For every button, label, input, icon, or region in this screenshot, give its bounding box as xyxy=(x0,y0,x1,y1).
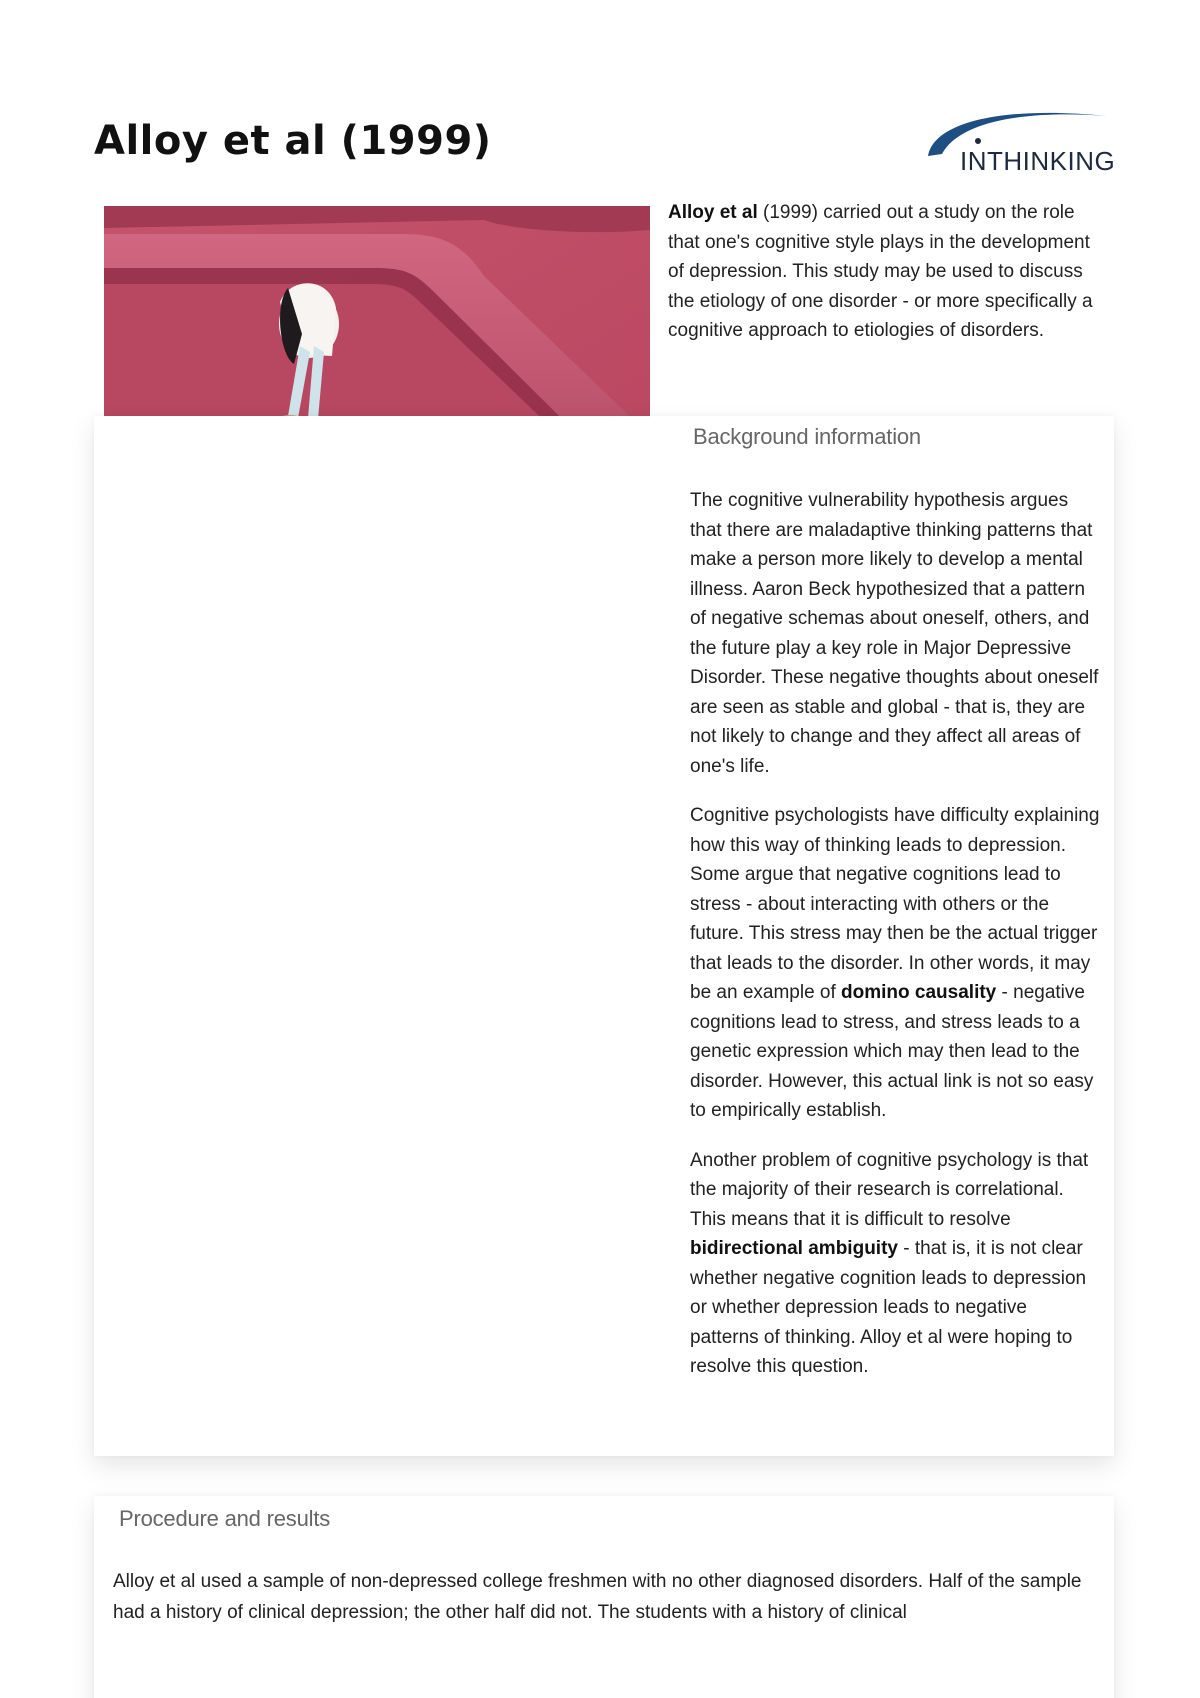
background-paragraph-3 xyxy=(690,1146,1100,1382)
procedure-heading: Procedure and results xyxy=(119,1506,331,1531)
procedure-section xyxy=(113,1506,1093,1628)
intro-paragraph xyxy=(668,198,1108,346)
paragraph-2-before: Cognitive psychologists have difficulty explaining how this way of thinking leads to depression. Some argue that negative cognitions lead to stress - about interacting with others or the future. This stress may then be the actual trigger that leads to the disorder. In other words, it may be an example of xyxy=(690,805,1100,1003)
paragraph-2-after: - negative cognitions lead to stress, and stress leads to a genetic expression which may then lead to the disorder. However, this actual link is not so easy to empirically establish. xyxy=(690,982,1094,1121)
paragraph-3-before: Another problem of cognitive psychology is that the majority of their research is correlational. This means that it is difficult to resolve xyxy=(690,1149,1089,1230)
background-section xyxy=(690,424,1100,1382)
page-title: Alloy et al (1999) xyxy=(94,118,492,164)
bidirectional-ambiguity-term: bidirectional ambiguity xyxy=(690,1238,898,1259)
background-paragraph-1: The cognitive vulnerability hypothesis argues that there are maladaptive thinking patterns that make a person more likely to develop a mental illness. Aaron Beck hypothesized that a pattern of negative schemas about oneself, others, and the future play a key role in Major Depressive Disorder. These negative thoughts about oneself are seen as stable and global - that is, they are not likely to change and they affect all areas of one's life. xyxy=(690,490,1099,777)
domino-causality-term: domino causality xyxy=(841,982,997,1003)
inthinking-logo xyxy=(920,104,1116,176)
background-paragraph-2 xyxy=(690,801,1100,1126)
intro-text: (1999) carried out a study on the role that one's cognitive style plays in the development of depression. This study may be used to discuss the etiology of one disorder - or more specifically a cognitive approach to etiologies of disorders. xyxy=(668,202,1093,341)
procedure-paragraph: Alloy et al used a sample of non-depressed college freshmen with no other diagnosed disorders. Half of the sample had a history of clinical depression; the other half did not. The students with a history of clinical xyxy=(113,1571,1082,1623)
intro-lead: Alloy et al xyxy=(668,202,758,223)
logo-text: INTHINKING xyxy=(960,146,1116,176)
paragraph-3-after: - that is, it is not clear whether negative cognition leads to depression or whether depression leads to negative patterns of thinking. Alloy et al were hoping to resolve this question. xyxy=(690,1238,1087,1377)
background-heading: Background information xyxy=(693,424,921,449)
